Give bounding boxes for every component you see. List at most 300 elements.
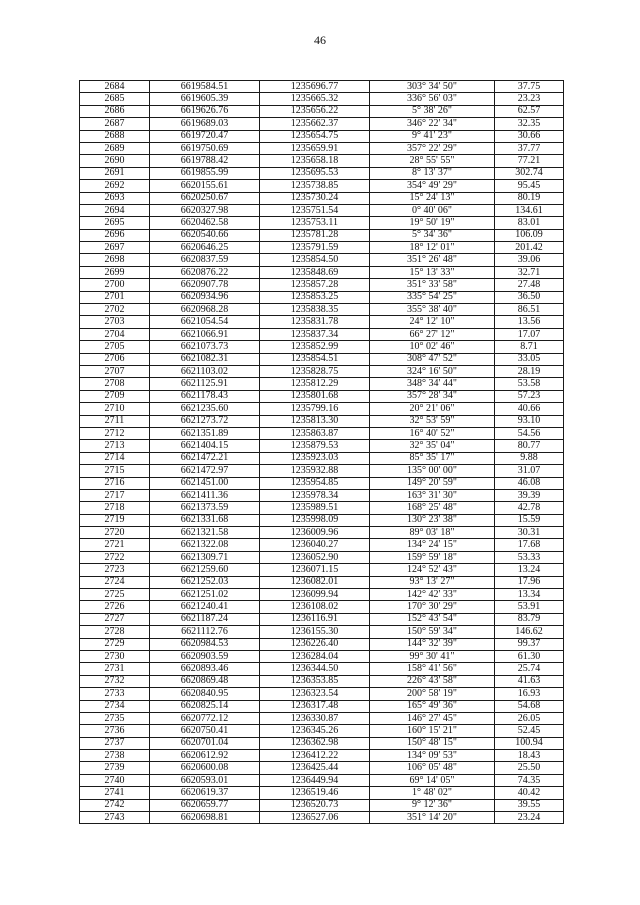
y-coordinate-cell: 1235781.28 bbox=[260, 229, 370, 241]
point-number-cell: 2696 bbox=[80, 229, 150, 241]
distance-cell: 30.66 bbox=[495, 130, 564, 142]
x-coordinate-cell: 6620984.53 bbox=[150, 638, 260, 650]
x-coordinate-cell: 6620327.98 bbox=[150, 204, 260, 216]
point-number-cell: 2685 bbox=[80, 93, 150, 105]
distance-cell: 106.09 bbox=[495, 229, 564, 241]
bearing-cell: 346° 22' 34" bbox=[370, 118, 495, 130]
y-coordinate-cell: 1235799.16 bbox=[260, 403, 370, 415]
distance-cell: 18.43 bbox=[495, 750, 564, 762]
distance-cell: 40.66 bbox=[495, 403, 564, 415]
distance-cell: 13.34 bbox=[495, 589, 564, 601]
table-row bbox=[80, 291, 564, 303]
y-coordinate-cell: 1236345.26 bbox=[260, 725, 370, 737]
distance-cell: 61.30 bbox=[495, 650, 564, 662]
table-row bbox=[80, 489, 564, 501]
y-coordinate-cell: 1235954.85 bbox=[260, 477, 370, 489]
x-coordinate-cell: 6621125.91 bbox=[150, 378, 260, 390]
table-row bbox=[80, 403, 564, 415]
bearing-cell: 150° 59' 34" bbox=[370, 626, 495, 638]
table-row bbox=[80, 589, 564, 601]
table-row bbox=[80, 341, 564, 353]
x-coordinate-cell: 6620250.67 bbox=[150, 192, 260, 204]
table-row bbox=[80, 465, 564, 477]
x-coordinate-cell: 6621322.08 bbox=[150, 539, 260, 551]
y-coordinate-cell: 1235812.29 bbox=[260, 378, 370, 390]
distance-cell: 27.48 bbox=[495, 279, 564, 291]
table-row bbox=[80, 204, 564, 216]
point-number-cell: 2742 bbox=[80, 799, 150, 811]
point-number-cell: 2718 bbox=[80, 502, 150, 514]
distance-cell: 54.56 bbox=[495, 427, 564, 439]
distance-cell: 33.05 bbox=[495, 353, 564, 365]
point-number-cell: 2722 bbox=[80, 551, 150, 563]
point-number-cell: 2701 bbox=[80, 291, 150, 303]
point-number-cell: 2712 bbox=[80, 427, 150, 439]
distance-cell: 77.21 bbox=[495, 155, 564, 167]
y-coordinate-cell: 1236052.90 bbox=[260, 551, 370, 563]
table-row bbox=[80, 638, 564, 650]
x-coordinate-cell: 6619750.69 bbox=[150, 142, 260, 154]
x-coordinate-cell: 6620646.25 bbox=[150, 242, 260, 254]
coordinates-table-body bbox=[80, 81, 564, 824]
point-number-cell: 2686 bbox=[80, 105, 150, 117]
table-row bbox=[80, 254, 564, 266]
table-row bbox=[80, 688, 564, 700]
point-number-cell: 2697 bbox=[80, 242, 150, 254]
bearing-cell: 20° 21' 06" bbox=[370, 403, 495, 415]
table-row bbox=[80, 328, 564, 340]
distance-cell: 28.19 bbox=[495, 365, 564, 377]
y-coordinate-cell: 1235654.75 bbox=[260, 130, 370, 142]
x-coordinate-cell: 6620612.92 bbox=[150, 750, 260, 762]
bearing-cell: 9° 12' 36" bbox=[370, 799, 495, 811]
point-number-cell: 2692 bbox=[80, 180, 150, 192]
y-coordinate-cell: 1236108.02 bbox=[260, 601, 370, 613]
bearing-cell: 200° 58' 19" bbox=[370, 688, 495, 700]
distance-cell: 57.23 bbox=[495, 390, 564, 402]
x-coordinate-cell: 6619720.47 bbox=[150, 130, 260, 142]
table-row bbox=[80, 353, 564, 365]
point-number-cell: 2727 bbox=[80, 613, 150, 625]
table-row bbox=[80, 365, 564, 377]
x-coordinate-cell: 6620750.41 bbox=[150, 725, 260, 737]
x-coordinate-cell: 6621187.24 bbox=[150, 613, 260, 625]
table-row bbox=[80, 812, 564, 824]
table-row bbox=[80, 626, 564, 638]
bearing-cell: 130° 23' 38" bbox=[370, 514, 495, 526]
x-coordinate-cell: 6621252.03 bbox=[150, 576, 260, 588]
distance-cell: 62.57 bbox=[495, 105, 564, 117]
distance-cell: 23.23 bbox=[495, 93, 564, 105]
bearing-cell: 28° 55' 55" bbox=[370, 155, 495, 167]
distance-cell: 13.24 bbox=[495, 564, 564, 576]
distance-cell: 30.31 bbox=[495, 527, 564, 539]
table-row bbox=[80, 477, 564, 489]
bearing-cell: 134° 24' 15" bbox=[370, 539, 495, 551]
y-coordinate-cell: 1235656.22 bbox=[260, 105, 370, 117]
distance-cell: 8.71 bbox=[495, 341, 564, 353]
distance-cell: 80.19 bbox=[495, 192, 564, 204]
y-coordinate-cell: 1235658.18 bbox=[260, 155, 370, 167]
bearing-cell: 146° 27' 45" bbox=[370, 712, 495, 724]
x-coordinate-cell: 6621112.76 bbox=[150, 626, 260, 638]
bearing-cell: 19° 50' 19" bbox=[370, 217, 495, 229]
table-row bbox=[80, 799, 564, 811]
distance-cell: 37.77 bbox=[495, 142, 564, 154]
y-coordinate-cell: 1236520.73 bbox=[260, 799, 370, 811]
distance-cell: 23.24 bbox=[495, 812, 564, 824]
bearing-cell: 149° 20' 59" bbox=[370, 477, 495, 489]
point-number-cell: 2705 bbox=[80, 341, 150, 353]
y-coordinate-cell: 1236082.01 bbox=[260, 576, 370, 588]
x-coordinate-cell: 6619584.51 bbox=[150, 81, 260, 93]
point-number-cell: 2691 bbox=[80, 167, 150, 179]
y-coordinate-cell: 1235932.88 bbox=[260, 465, 370, 477]
table-row bbox=[80, 700, 564, 712]
point-number-cell: 2716 bbox=[80, 477, 150, 489]
point-number-cell: 2733 bbox=[80, 688, 150, 700]
x-coordinate-cell: 6620907.78 bbox=[150, 279, 260, 291]
distance-cell: 53.58 bbox=[495, 378, 564, 390]
point-number-cell: 2699 bbox=[80, 266, 150, 278]
y-coordinate-cell: 1235852.99 bbox=[260, 341, 370, 353]
x-coordinate-cell: 6621404.15 bbox=[150, 440, 260, 452]
x-coordinate-cell: 6621411.36 bbox=[150, 489, 260, 501]
table-row bbox=[80, 650, 564, 662]
y-coordinate-cell: 1235863.87 bbox=[260, 427, 370, 439]
y-coordinate-cell: 1235857.28 bbox=[260, 279, 370, 291]
point-number-cell: 2688 bbox=[80, 130, 150, 142]
bearing-cell: 10° 02' 46" bbox=[370, 341, 495, 353]
point-number-cell: 2709 bbox=[80, 390, 150, 402]
point-number-cell: 2719 bbox=[80, 514, 150, 526]
y-coordinate-cell: 1236317.48 bbox=[260, 700, 370, 712]
x-coordinate-cell: 6620462.58 bbox=[150, 217, 260, 229]
x-coordinate-cell: 6620934.96 bbox=[150, 291, 260, 303]
table-row bbox=[80, 192, 564, 204]
y-coordinate-cell: 1236330.87 bbox=[260, 712, 370, 724]
x-coordinate-cell: 6621251.02 bbox=[150, 589, 260, 601]
table-row bbox=[80, 539, 564, 551]
table-row bbox=[80, 527, 564, 539]
table-row bbox=[80, 663, 564, 675]
bearing-cell: 354° 49' 29" bbox=[370, 180, 495, 192]
point-number-cell: 2693 bbox=[80, 192, 150, 204]
distance-cell: 302.74 bbox=[495, 167, 564, 179]
table-row bbox=[80, 242, 564, 254]
table-row bbox=[80, 130, 564, 142]
bearing-cell: 89° 03' 18" bbox=[370, 527, 495, 539]
bearing-cell: 106° 05' 48" bbox=[370, 762, 495, 774]
x-coordinate-cell: 6619626.76 bbox=[150, 105, 260, 117]
bearing-cell: 15° 13' 33" bbox=[370, 266, 495, 278]
bearing-cell: 135° 00' 00" bbox=[370, 465, 495, 477]
distance-cell: 74.35 bbox=[495, 774, 564, 786]
point-number-cell: 2736 bbox=[80, 725, 150, 737]
bearing-cell: 5° 34' 36" bbox=[370, 229, 495, 241]
x-coordinate-cell: 6621351.89 bbox=[150, 427, 260, 439]
y-coordinate-cell: 1235813.30 bbox=[260, 415, 370, 427]
x-coordinate-cell: 6620876.22 bbox=[150, 266, 260, 278]
point-number-cell: 2700 bbox=[80, 279, 150, 291]
point-number-cell: 2726 bbox=[80, 601, 150, 613]
table-row bbox=[80, 675, 564, 687]
distance-cell: 13.56 bbox=[495, 316, 564, 328]
bearing-cell: 159° 59' 18" bbox=[370, 551, 495, 563]
bearing-cell: 69° 14' 05" bbox=[370, 774, 495, 786]
table-row bbox=[80, 551, 564, 563]
distance-cell: 93.10 bbox=[495, 415, 564, 427]
distance-cell: 83.79 bbox=[495, 613, 564, 625]
table-row bbox=[80, 180, 564, 192]
bearing-cell: 99° 30' 41" bbox=[370, 650, 495, 662]
distance-cell: 95.45 bbox=[495, 180, 564, 192]
y-coordinate-cell: 1235665.32 bbox=[260, 93, 370, 105]
distance-cell: 15.59 bbox=[495, 514, 564, 526]
y-coordinate-cell: 1235854.51 bbox=[260, 353, 370, 365]
x-coordinate-cell: 6621373.59 bbox=[150, 502, 260, 514]
bearing-cell: 93° 13' 27" bbox=[370, 576, 495, 588]
bearing-cell: 0° 40' 06" bbox=[370, 204, 495, 216]
table-row bbox=[80, 427, 564, 439]
bearing-cell: 357° 22' 29" bbox=[370, 142, 495, 154]
point-number-cell: 2741 bbox=[80, 787, 150, 799]
table-row bbox=[80, 725, 564, 737]
distance-cell: 99.37 bbox=[495, 638, 564, 650]
distance-cell: 25.50 bbox=[495, 762, 564, 774]
y-coordinate-cell: 1236353.85 bbox=[260, 675, 370, 687]
x-coordinate-cell: 6621082.31 bbox=[150, 353, 260, 365]
bearing-cell: 336° 56' 03" bbox=[370, 93, 495, 105]
table-row bbox=[80, 105, 564, 117]
bearing-cell: 150° 48' 15" bbox=[370, 737, 495, 749]
x-coordinate-cell: 6620869.48 bbox=[150, 675, 260, 687]
table-row bbox=[80, 502, 564, 514]
distance-cell: 32.71 bbox=[495, 266, 564, 278]
y-coordinate-cell: 1236009.96 bbox=[260, 527, 370, 539]
x-coordinate-cell: 6621235.60 bbox=[150, 403, 260, 415]
point-number-cell: 2706 bbox=[80, 353, 150, 365]
bearing-cell: 160° 15' 21" bbox=[370, 725, 495, 737]
y-coordinate-cell: 1235854.50 bbox=[260, 254, 370, 266]
x-coordinate-cell: 6621259.60 bbox=[150, 564, 260, 576]
point-number-cell: 2708 bbox=[80, 378, 150, 390]
bearing-cell: 32° 53' 59" bbox=[370, 415, 495, 427]
x-coordinate-cell: 6621451.00 bbox=[150, 477, 260, 489]
x-coordinate-cell: 6619689.03 bbox=[150, 118, 260, 130]
table-row bbox=[80, 316, 564, 328]
point-number-cell: 2698 bbox=[80, 254, 150, 266]
x-coordinate-cell: 6620619.37 bbox=[150, 787, 260, 799]
x-coordinate-cell: 6620540.66 bbox=[150, 229, 260, 241]
y-coordinate-cell: 1236344.50 bbox=[260, 663, 370, 675]
point-number-cell: 2684 bbox=[80, 81, 150, 93]
distance-cell: 39.39 bbox=[495, 489, 564, 501]
point-number-cell: 2717 bbox=[80, 489, 150, 501]
bearing-cell: 158° 41' 56" bbox=[370, 663, 495, 675]
y-coordinate-cell: 1235828.75 bbox=[260, 365, 370, 377]
bearing-cell: 351° 26' 48" bbox=[370, 254, 495, 266]
distance-cell: 86.51 bbox=[495, 304, 564, 316]
y-coordinate-cell: 1235738.85 bbox=[260, 180, 370, 192]
distance-cell: 53.91 bbox=[495, 601, 564, 613]
bearing-cell: 66° 27' 12" bbox=[370, 328, 495, 340]
y-coordinate-cell: 1235831.78 bbox=[260, 316, 370, 328]
bearing-cell: 15° 24' 13" bbox=[370, 192, 495, 204]
point-number-cell: 2715 bbox=[80, 465, 150, 477]
y-coordinate-cell: 1235978.34 bbox=[260, 489, 370, 501]
y-coordinate-cell: 1235848.69 bbox=[260, 266, 370, 278]
x-coordinate-cell: 6621240.41 bbox=[150, 601, 260, 613]
x-coordinate-cell: 6620840.95 bbox=[150, 688, 260, 700]
x-coordinate-cell: 6620659.77 bbox=[150, 799, 260, 811]
x-coordinate-cell: 6620701.04 bbox=[150, 737, 260, 749]
x-coordinate-cell: 6619788.42 bbox=[150, 155, 260, 167]
x-coordinate-cell: 6621309.71 bbox=[150, 551, 260, 563]
bearing-cell: 5° 38' 26" bbox=[370, 105, 495, 117]
coordinates-table bbox=[79, 80, 564, 824]
point-number-cell: 2694 bbox=[80, 204, 150, 216]
table-row bbox=[80, 737, 564, 749]
y-coordinate-cell: 1235998.09 bbox=[260, 514, 370, 526]
table-row bbox=[80, 712, 564, 724]
bearing-cell: 134° 09' 53" bbox=[370, 750, 495, 762]
bearing-cell: 351° 14' 20" bbox=[370, 812, 495, 824]
point-number-cell: 2687 bbox=[80, 118, 150, 130]
bearing-cell: 163° 31' 30" bbox=[370, 489, 495, 501]
bearing-cell: 165° 49' 36" bbox=[370, 700, 495, 712]
table-row bbox=[80, 750, 564, 762]
x-coordinate-cell: 6620837.59 bbox=[150, 254, 260, 266]
x-coordinate-cell: 6621273.72 bbox=[150, 415, 260, 427]
y-coordinate-cell: 1236284.04 bbox=[260, 650, 370, 662]
y-coordinate-cell: 1235923.03 bbox=[260, 452, 370, 464]
x-coordinate-cell: 6621054.54 bbox=[150, 316, 260, 328]
y-coordinate-cell: 1236412.22 bbox=[260, 750, 370, 762]
table-row bbox=[80, 142, 564, 154]
table-row bbox=[80, 613, 564, 625]
bearing-cell: 152° 43' 54" bbox=[370, 613, 495, 625]
y-coordinate-cell: 1235730.24 bbox=[260, 192, 370, 204]
distance-cell: 39.55 bbox=[495, 799, 564, 811]
x-coordinate-cell: 6621103.02 bbox=[150, 365, 260, 377]
x-coordinate-cell: 6620698.81 bbox=[150, 812, 260, 824]
point-number-cell: 2743 bbox=[80, 812, 150, 824]
distance-cell: 17.07 bbox=[495, 328, 564, 340]
y-coordinate-cell: 1236323.54 bbox=[260, 688, 370, 700]
bearing-cell: 9° 41' 23" bbox=[370, 130, 495, 142]
distance-cell: 16.93 bbox=[495, 688, 564, 700]
y-coordinate-cell: 1235801.68 bbox=[260, 390, 370, 402]
x-coordinate-cell: 6620600.08 bbox=[150, 762, 260, 774]
table-row bbox=[80, 266, 564, 278]
x-coordinate-cell: 6621178.43 bbox=[150, 390, 260, 402]
bearing-cell: 357° 28' 34" bbox=[370, 390, 495, 402]
y-coordinate-cell: 1235696.77 bbox=[260, 81, 370, 93]
page-number: 46 bbox=[314, 33, 326, 47]
point-number-cell: 2724 bbox=[80, 576, 150, 588]
y-coordinate-cell: 1236226.40 bbox=[260, 638, 370, 650]
table-row bbox=[80, 415, 564, 427]
bearing-cell: 303° 34' 50" bbox=[370, 81, 495, 93]
x-coordinate-cell: 6621472.97 bbox=[150, 465, 260, 477]
distance-cell: 40.42 bbox=[495, 787, 564, 799]
bearing-cell: 348° 34' 44" bbox=[370, 378, 495, 390]
y-coordinate-cell: 1235853.25 bbox=[260, 291, 370, 303]
point-number-cell: 2734 bbox=[80, 700, 150, 712]
x-coordinate-cell: 6621321.58 bbox=[150, 527, 260, 539]
y-coordinate-cell: 1235751.54 bbox=[260, 204, 370, 216]
distance-cell: 41.63 bbox=[495, 675, 564, 687]
table-row bbox=[80, 229, 564, 241]
point-number-cell: 2695 bbox=[80, 217, 150, 229]
bearing-cell: 124° 52' 43" bbox=[370, 564, 495, 576]
y-coordinate-cell: 1235838.35 bbox=[260, 304, 370, 316]
table-row bbox=[80, 576, 564, 588]
x-coordinate-cell: 6620772.12 bbox=[150, 712, 260, 724]
point-number-cell: 2711 bbox=[80, 415, 150, 427]
point-number-cell: 2704 bbox=[80, 328, 150, 340]
distance-cell: 9.88 bbox=[495, 452, 564, 464]
bearing-cell: 324° 16' 50" bbox=[370, 365, 495, 377]
distance-cell: 46.08 bbox=[495, 477, 564, 489]
table-row bbox=[80, 118, 564, 130]
table-row bbox=[80, 279, 564, 291]
distance-cell: 201.42 bbox=[495, 242, 564, 254]
bearing-cell: 85° 35' 17" bbox=[370, 452, 495, 464]
distance-cell: 36.50 bbox=[495, 291, 564, 303]
point-number-cell: 2740 bbox=[80, 774, 150, 786]
distance-cell: 26.05 bbox=[495, 712, 564, 724]
y-coordinate-cell: 1236425.44 bbox=[260, 762, 370, 774]
table-row bbox=[80, 601, 564, 613]
point-number-cell: 2737 bbox=[80, 737, 150, 749]
bearing-cell: 351° 33' 58" bbox=[370, 279, 495, 291]
point-number-cell: 2723 bbox=[80, 564, 150, 576]
point-number-cell: 2690 bbox=[80, 155, 150, 167]
bearing-cell: 32° 35' 04" bbox=[370, 440, 495, 452]
y-coordinate-cell: 1235989.51 bbox=[260, 502, 370, 514]
point-number-cell: 2703 bbox=[80, 316, 150, 328]
y-coordinate-cell: 1236362.98 bbox=[260, 737, 370, 749]
point-number-cell: 2710 bbox=[80, 403, 150, 415]
x-coordinate-cell: 6620968.28 bbox=[150, 304, 260, 316]
y-coordinate-cell: 1235695.53 bbox=[260, 167, 370, 179]
y-coordinate-cell: 1236071.15 bbox=[260, 564, 370, 576]
y-coordinate-cell: 1235659.91 bbox=[260, 142, 370, 154]
distance-cell: 25.74 bbox=[495, 663, 564, 675]
y-coordinate-cell: 1236527.06 bbox=[260, 812, 370, 824]
table-row bbox=[80, 564, 564, 576]
table-row bbox=[80, 440, 564, 452]
distance-cell: 39.06 bbox=[495, 254, 564, 266]
distance-cell: 54.68 bbox=[495, 700, 564, 712]
y-coordinate-cell: 1236116.91 bbox=[260, 613, 370, 625]
point-number-cell: 2730 bbox=[80, 650, 150, 662]
bearing-cell: 8° 13' 37" bbox=[370, 167, 495, 179]
y-coordinate-cell: 1235879.53 bbox=[260, 440, 370, 452]
table-row bbox=[80, 452, 564, 464]
distance-cell: 42.78 bbox=[495, 502, 564, 514]
y-coordinate-cell: 1235662.37 bbox=[260, 118, 370, 130]
distance-cell: 83.01 bbox=[495, 217, 564, 229]
x-coordinate-cell: 6621073.73 bbox=[150, 341, 260, 353]
table-row bbox=[80, 304, 564, 316]
point-number-cell: 2702 bbox=[80, 304, 150, 316]
point-number-cell: 2713 bbox=[80, 440, 150, 452]
bearing-cell: 142° 42' 33" bbox=[370, 589, 495, 601]
distance-cell: 32.35 bbox=[495, 118, 564, 130]
